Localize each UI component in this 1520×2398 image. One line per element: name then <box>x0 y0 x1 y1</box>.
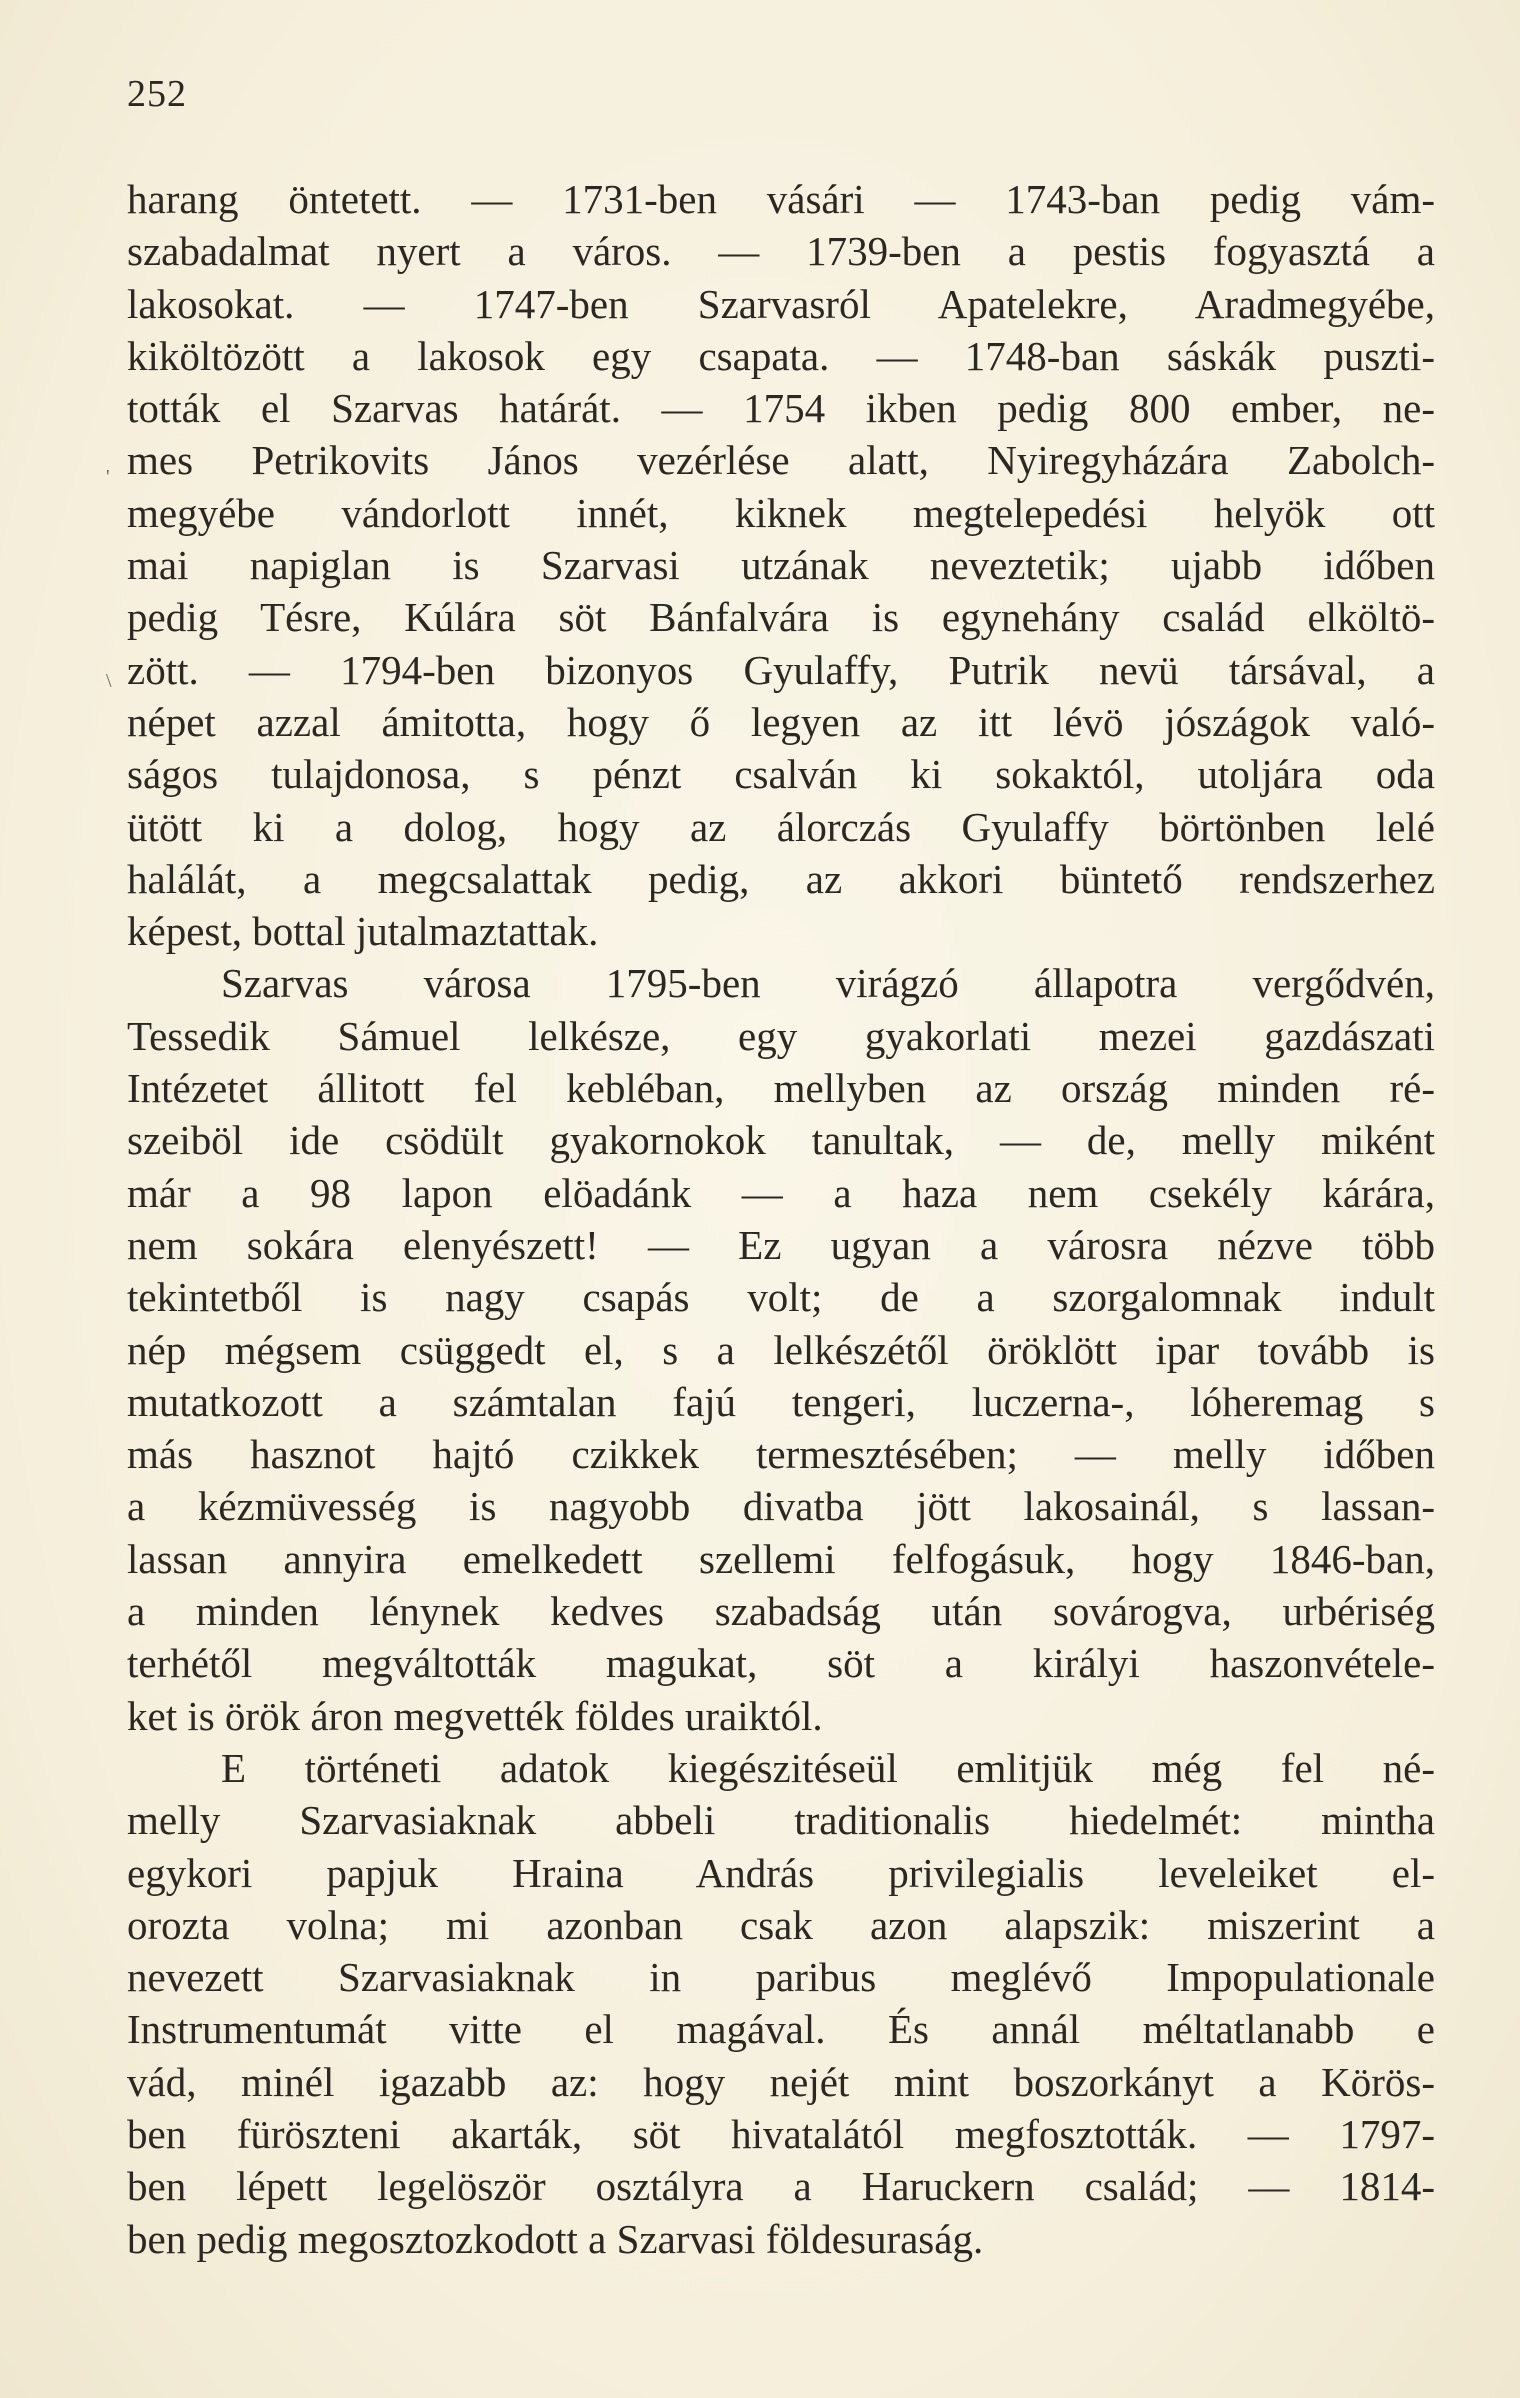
text-line: népet azzal ámitotta, hogy ő legyen az itt lévö jószágok való- <box>127 698 1435 745</box>
text-line: mes Petrikovits János vezérlése alatt, Nyiregyházára Zabolch- <box>127 437 1435 484</box>
text-line: Intézetet állitott fel kebléban, mellyben az ország minden ré- <box>127 1065 1435 1112</box>
text-line: mai napiglan is Szarvasi utzának neveztetik; ujabb időben <box>127 542 1435 589</box>
text-line: E történeti adatok kiegészitéseül emlitjük még fel né- <box>221 1744 1435 1791</box>
text-line: Instrumentumát vitte el magával. És annál méltatlanabb e <box>127 2006 1435 2053</box>
text-line: Szarvas városa 1795-ben virágzó állapotra vergődvén, <box>221 960 1435 1007</box>
text-line: ságos tulajdonosa, s pénzt csalván ki sokaktól, utoljára oda <box>127 751 1435 798</box>
margin-mark: \ <box>106 670 112 692</box>
text-line: nem sokára elenyészett! — Ez ugyan a városra nézve több <box>127 1221 1435 1268</box>
text-line: lakosokat. — 1747-ben Szarvasról Apatelekre, Aradmegyébe, <box>127 280 1435 327</box>
text-line: kiköltözött a lakosok egy csapata. — 1748-ban sáskák puszti- <box>127 332 1435 379</box>
text-line: a minden lénynek kedves szabadság után sovárogva, urbériség <box>127 1588 1435 1635</box>
text-line: orozta volna; mi azonban csak azon alapszik: miszerint a <box>127 1901 1435 1948</box>
text-line: már a 98 lapon elöadánk — a haza nem csekély kárára, <box>127 1169 1435 1216</box>
text-line: megyébe vándorlott innét, kiknek megtelepedési helyök ott <box>127 489 1435 536</box>
text-line: harang öntetett. — 1731-ben vásári — 1743-ban pedig vám- <box>127 176 1435 222</box>
text-line: ben pedig megosztozkodott a Szarvasi földesuraság. <box>127 2215 984 2262</box>
text-line: ben füröszteni akarták, söt hivatalától megfosztották. — 1797- <box>127 2110 1435 2157</box>
text-line: képest, bottal jutalmaztattak. <box>127 908 599 955</box>
text-line: egykori papjuk Hraina András privilegialis leveleiket el- <box>127 1849 1435 1896</box>
text-line: melly Szarvasiaknak abbeli traditionalis hiedelmét: mintha <box>127 1797 1435 1844</box>
text-line: ben lépett legelöször osztályra a Haruckern család; — 1814- <box>127 2163 1435 2210</box>
text-line: terhétől megváltották magukat, söt a királyi haszonvétele- <box>127 1640 1435 1687</box>
text-line: zött. — 1794-ben bizonyos Gyulaffy, Putrik nevü társával, a <box>127 646 1435 693</box>
body-text <box>127 173 1435 2265</box>
text-line: vád, minél igazabb az: hogy nejét mint boszorkányt a Körös- <box>127 2058 1435 2105</box>
text-line: halálát, a megcsalattak pedig, az akkori büntető rendszerhez <box>127 855 1435 902</box>
text-line: más hasznot hajtó czikkek termesztésében; — melly időben <box>127 1431 1435 1478</box>
margin-mark: ' <box>106 466 110 488</box>
text-line: Tessedik Sámuel lelkésze, egy gyakorlati mezei gazdászati <box>127 1012 1435 1059</box>
text-line: lassan annyira emelkedett szellemi felfogásuk, hogy 1846-ban, <box>127 1535 1435 1582</box>
text-line: tekintetből is nagy csapás volt; de a szorgalomnak indult <box>127 1274 1435 1321</box>
text-line: szeiböl ide csödült gyakornokok tanultak, — de, melly miként <box>127 1117 1435 1164</box>
text-line: pedig Tésre, Kúlára söt Bánfalvára is egynehány család elköltö- <box>127 594 1435 641</box>
text-line: a kézmüvesség is nagyobb divatba jött lakosainál, s lassan- <box>127 1483 1435 1530</box>
text-line: szabadalmat nyert a város. — 1739-ben a pestis fogyasztá a <box>127 228 1435 275</box>
text-line: tották el Szarvas határát. — 1754 ikben pedig 800 ember, ne- <box>127 385 1435 432</box>
page-number: 252 <box>127 73 187 115</box>
text-line: ket is örök áron megvették földes uraiktól. <box>127 1692 823 1739</box>
text-line: nép mégsem csüggedt el, s a lelkészétől öröklött ipar tovább is <box>127 1326 1435 1373</box>
text-line: nevezett Szarvasiaknak in paribus meglévő Impopulationale <box>127 1954 1435 2001</box>
text-line: mutatkozott a számtalan fajú tengeri, luczerna-, lóheremag s <box>127 1378 1435 1425</box>
text-line: ütött ki a dolog, hogy az álorczás Gyulaffy börtönben lelé <box>127 803 1435 850</box>
